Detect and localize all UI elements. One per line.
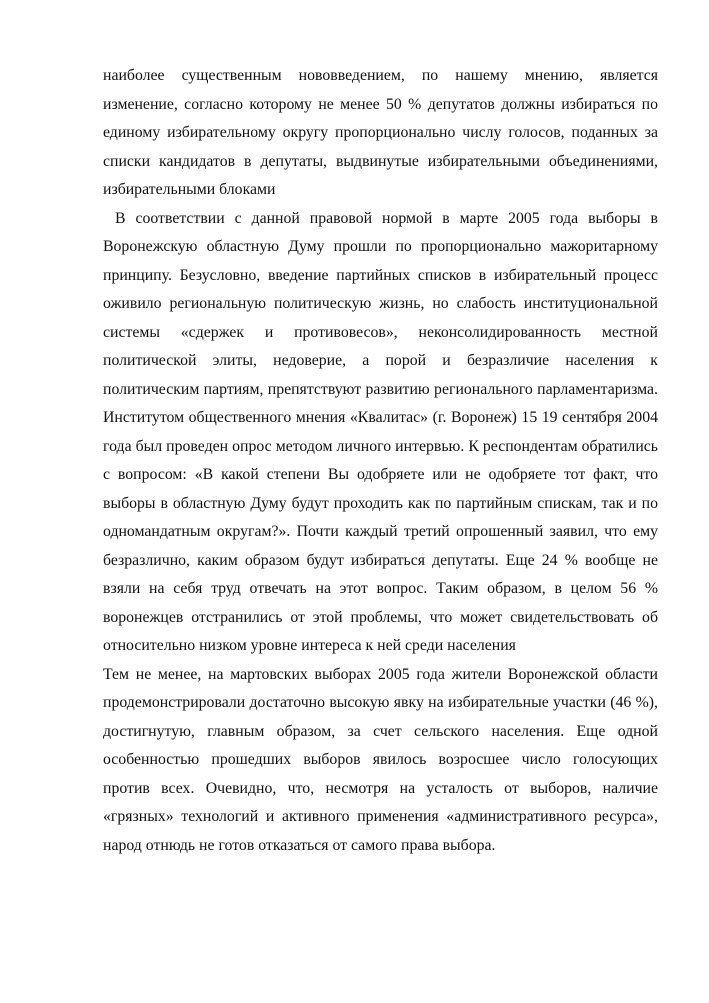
document-page xyxy=(103,62,658,860)
paragraph-electoral-innovation: наиболее существенным нововведением, по нашему мнению, является изменение, согласно которому не менее 50 % депутатов должны избираться по единому избирательному округу пропорционально числу голосов, поданных за списки кандидатов в депутаты, выдвинутые избирательными объединениями, избирательными блоками xyxy=(103,67,658,198)
paragraph-march-election-turnout: Тем не менее, на мартовских выборах 2005 года жители Воронежской области продемонстрировали достаточно высокую явку на избирательные участки (46 %), достигнутую, главным образом, за счет сельского населения. Еще одной особенностью прошедших выборов явилось возросшее число голосующих против всех. Очевидно, что, несмотря на усталость от выборов, наличие «грязных» технологий и активного применения «административного ресурса», народ отнюдь не готов отказаться от самого права выбора. xyxy=(103,665,658,854)
paragraph-voronezh-duma-survey: В соответствии с данной правовой нормой в марте 2005 года выборы в Воронежскую областную Думу прошли по пропорционально мажоритарному принципу. Безусловно, введение партийных списков в избирательный процесс оживило региональную политическую жизнь, но слабость институциональной системы «сдержек и противовесов», неконсолидированность местной политической элиты, недоверие, а порой и безразличие населения к политическим партиям, препятствуют развитию регионального парламентаризма. Институтом общественного мнения «Квалитас» (г. Воронеж) 15 19 сентября 2004 года был проведен опрос методом личного интервью. К респондентам обратились с вопросом: «В какой степени Вы одобряете или не одобряете тот факт, что выборы в областную Думу будут проходить как по партийным спискам, так и по одномандатным округам?». Почти каждый третий опрошенный заявил, что ему безразлично, каким образом будут избираться депутаты. Еще 24 % вообще не взяли на себя труд отвечать на этот вопрос. Таким образом, в целом 56 % воронежцев отстранились от этой проблемы, что может свидетельствовать об относительно низком уровне интереса к ней среди населения xyxy=(103,209,658,654)
